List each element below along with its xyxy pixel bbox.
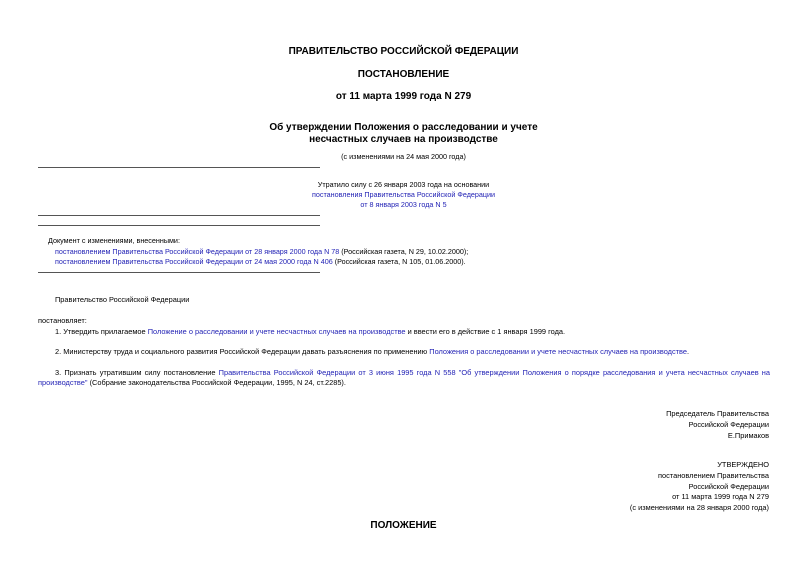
paragraph-3 <box>38 368 770 388</box>
paragraph-1-link[interactable]: Положение о расследовании и учете несчастных случаев на производстве <box>147 327 406 336</box>
paragraph-2-link[interactable]: Положения о расследовании и учете несчастных случаев на производстве <box>429 347 687 356</box>
paragraph-3-end: (Собрание законодательства Российской Федерации, 1995, N 24, ст.2285). <box>87 378 346 387</box>
approved-line-5: (с изменениями на 28 января 2000 года) <box>629 503 769 512</box>
approved-line-4: от 11 марта 1999 года N 279 <box>672 492 769 501</box>
paragraph-2-start: 2. Министерству труда и социального развития Российской Федерации давать разъяснения по применению <box>55 347 430 356</box>
approved-line-1: УТВЕРЖДЕНО <box>717 460 769 469</box>
divider-2 <box>38 215 320 216</box>
expired-link-decree[interactable]: постановления Правительства Российской Федерации <box>311 190 496 199</box>
date-number-heading: от 11 марта 1999 года N 279 <box>335 91 472 102</box>
body-decrees: постановляет: <box>38 316 87 325</box>
divider-4 <box>38 272 320 273</box>
amendment-item-2 <box>55 257 466 267</box>
paragraph-1 <box>55 327 565 337</box>
body-government: Правительство Российской Федерации <box>55 295 190 304</box>
divider-1 <box>38 167 320 168</box>
changes-note: (с изменениями на 24 мая 2000 года) <box>341 152 466 161</box>
expired-link-date[interactable]: от 8 января 2003 года N 5 <box>360 200 447 209</box>
divider-3 <box>38 225 320 226</box>
title-line-2: несчастных случаев на производстве <box>309 134 498 145</box>
paragraph-1-end: и ввести его в действие с 1 января 1999 года. <box>405 327 566 336</box>
doc-type-heading: ПОСТАНОВЛЕНИЕ <box>357 69 450 80</box>
amendment-item-1 <box>55 247 468 257</box>
signature-name: Е.Примаков <box>727 431 769 440</box>
amendments-intro: Документ с изменениями, внесенными: <box>48 236 180 245</box>
signature-line-1: Председатель Правительства <box>666 409 769 418</box>
paragraph-2 <box>55 347 689 357</box>
government-heading: ПРАВИТЕЛЬСТВО РОССИЙСКОЙ ФЕДЕРАЦИИ <box>288 46 519 57</box>
paragraph-1-start: 1. Утвердить прилагаемое <box>55 327 148 336</box>
amendment-source-2: (Российская газета, N 105, 01.06.2000). <box>332 257 466 266</box>
title-line-1: Об утверждении Положения о расследовании и учете <box>269 122 538 133</box>
amendment-source-1: (Российская газета, N 29, 10.02.2000); <box>339 247 469 256</box>
approved-line-2: постановлением Правительства <box>658 471 769 480</box>
approved-line-3: Российской Федерации <box>688 482 769 491</box>
paragraph-2-end: . <box>687 347 690 356</box>
paragraph-3-start: 3. Признать утратившим силу постановление <box>55 368 219 377</box>
amendment-link-2[interactable]: постановлением Правительства Российской Федерации от 24 мая 2000 года N 406 <box>55 257 333 266</box>
expired-line-1: Утратило силу с 26 января 2003 года на основании <box>317 180 490 189</box>
signature-line-2: Российской Федерации <box>688 420 769 429</box>
section-title: ПОЛОЖЕНИЕ <box>370 520 437 531</box>
paragraph-3-link[interactable]: Правительства Российской Федерации от 3 июня 1995 года N 558 "Об утверждении Положения о порядке расследования и учета несчастных случаев на производстве" <box>38 368 770 387</box>
amendment-link-1[interactable]: постановлением Правительства Российской Федерации от 28 января 2000 года N 78 <box>55 247 340 256</box>
